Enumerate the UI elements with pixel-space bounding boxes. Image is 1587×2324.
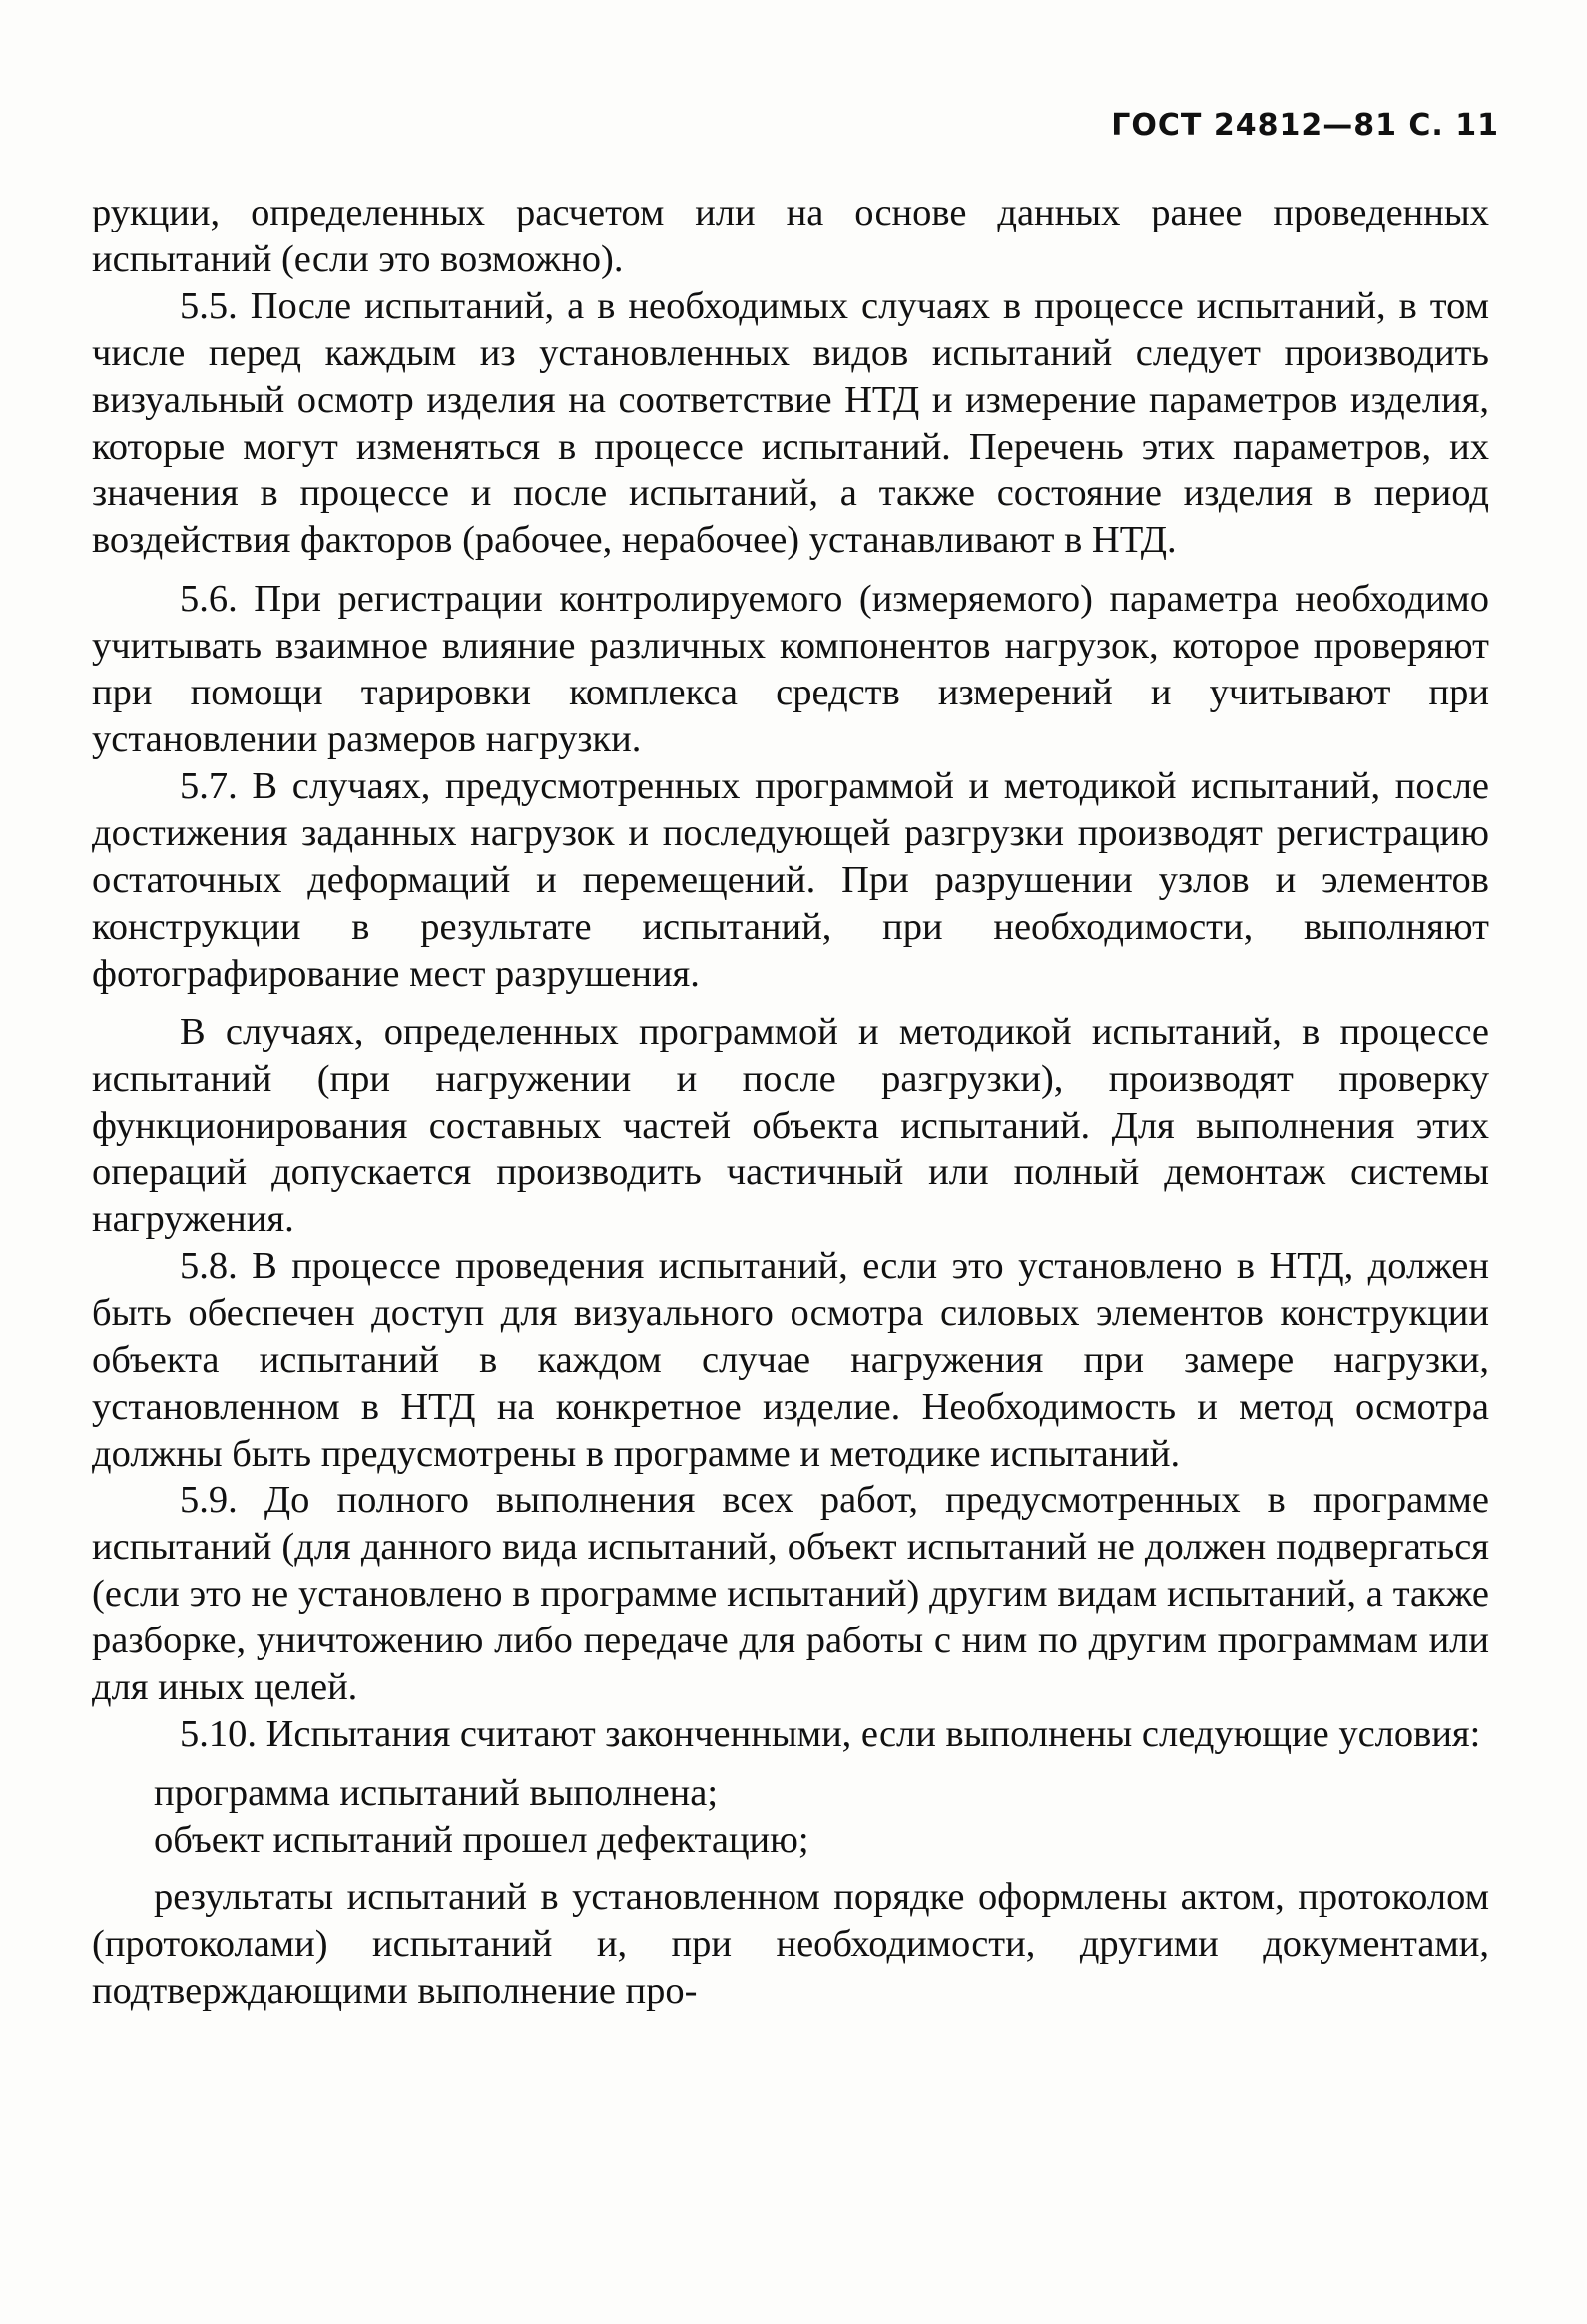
paragraph-5-9: 5.9. До полного выполнения всех работ, предусмотренных в программе испытаний (для данного вида испытаний, объект испытаний не должен подвергаться (если это не установлено в программе испытаний) другим видам испытаний, а также разборке, уничтожению либо передаче для работы с ним по другим программам или для иных целей. xyxy=(92,1479,1489,1709)
document-body xyxy=(92,190,1489,2014)
condition-item: результаты испытаний в установленном порядке оформлены актом, протоколом (протоколами) испытаний и, при необходимости, другими документами, подтверждающими выполнение про- xyxy=(92,1875,1489,2012)
paragraph-5-7-cont: В случаях, определенных программой и методикой испытаний, в процессе испытаний (при нагружении и после разгрузки), производят проверку функционирования составных частей объекта испытаний. Для выполнения этих операций допускается производить частичный или полный демонтаж системы нагружения. xyxy=(92,1011,1489,1241)
paragraph-5-10: 5.10. Испытания считают законченными, если выполнены следующие условия: xyxy=(180,1713,1481,1755)
running-header: ГОСТ 24812—81 С. 11 xyxy=(1111,108,1499,143)
paragraph-5-5: 5.5. После испытаний, а в необходимых случаях в процессе испытаний, в том числе перед каждым из установленных видов испытаний следует производить визуальный осмотр изделия на соответствие НТД и измерение параметров изделия, которые могут изменяться в процессе испытаний. Перечень этих параметров, их значения в процессе и после испытаний, а также состояние изделия в период воздействия факторов (рабочее, нерабочее) устанавливают в НТД. xyxy=(92,284,1489,562)
paragraph-5-8: 5.8. В процессе проведения испытаний, если это установлено в НТД, должен быть обеспечен доступ для визуального осмотра силовых элементов конструкции объекта испытаний в каждом случае нагружения при замере нагрузки, установленном в НТД на конкретное изделие. Необходимость и метод осмотра должны быть предусмотрены в программе и методике испытаний. xyxy=(92,1244,1489,1475)
paragraph-continued: рукции, определенных расчетом или на основе данных ранее проведенных испытаний (если это возможно). xyxy=(92,192,1489,280)
paragraph-5-6: 5.6. При регистрации контролируемого (измеряемого) параметра необходимо учитывать взаимное влияние различных компонентов нагрузок, которое проверяют при помощи тарировки комплекса средств измерений и учитывают при установлении размеров нагрузки. xyxy=(92,578,1489,760)
condition-item: программа испытаний выполнена; xyxy=(154,1771,719,1814)
conditions-list xyxy=(92,1770,1489,2015)
paragraph-5-7: 5.7. В случаях, предусмотренных программой и методикой испытаний, после достижения заданных нагрузок и последующей разгрузки производят регистрацию остаточных деформаций и перемещений. При разрушении узлов и элементов конструкции в результате испытаний, при необходимости, выполняют фотографирование мест разрушения. xyxy=(92,764,1489,995)
condition-item: объект испытаний прошел дефектацию; xyxy=(154,1818,809,1861)
